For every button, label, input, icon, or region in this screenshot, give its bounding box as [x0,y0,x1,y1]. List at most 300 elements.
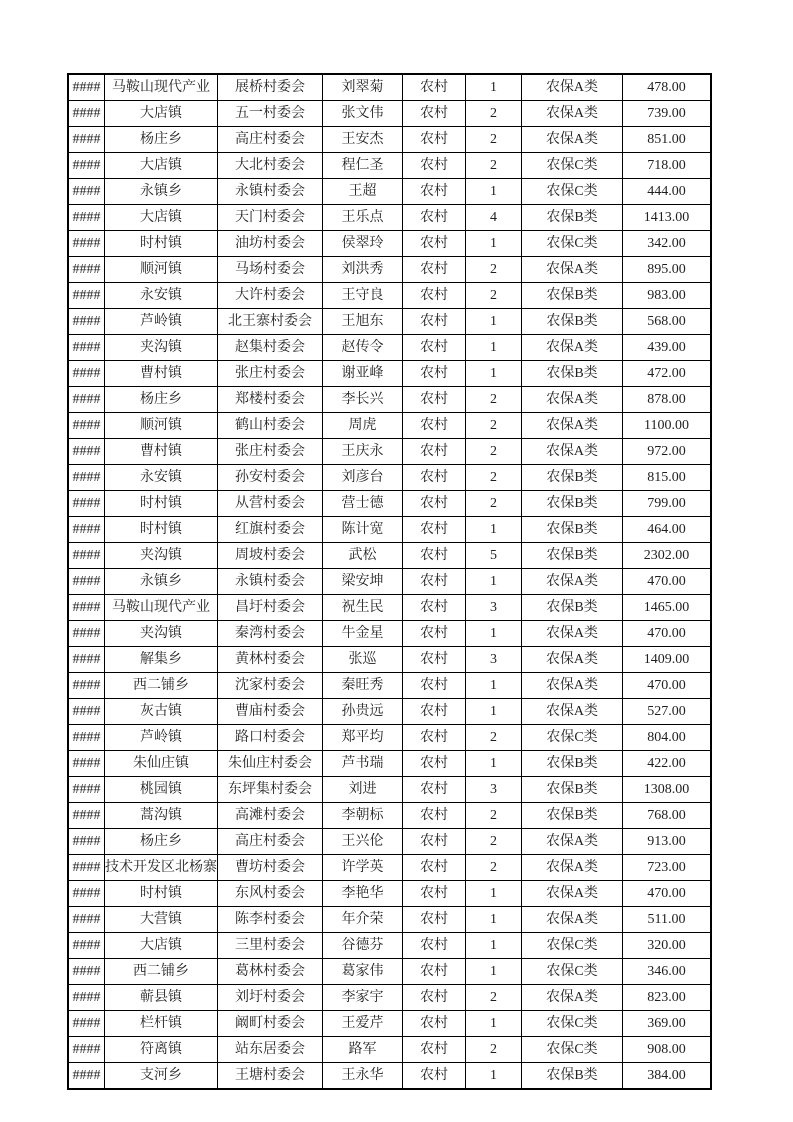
cell-village-committee[interactable]: 从营村委会 [218,491,323,517]
cell-insurance-category[interactable]: 农保A类 [522,413,623,439]
cell-count[interactable]: 1 [466,673,522,699]
cell-overflow-marker[interactable]: #### [68,153,105,179]
cell-locale-type[interactable]: 农村 [403,179,466,205]
cell-town[interactable]: 朱仙庄镇 [105,751,218,777]
cell-amount[interactable]: 422.00 [623,751,712,777]
cell-village-committee[interactable]: 马场村委会 [218,257,323,283]
cell-count[interactable]: 1 [466,881,522,907]
cell-town[interactable]: 杨庄乡 [105,829,218,855]
cell-overflow-marker[interactable]: #### [68,205,105,231]
cell-village-committee[interactable]: 东坪集村委会 [218,777,323,803]
cell-insurance-category[interactable]: 农保C类 [522,959,623,985]
cell-amount[interactable]: 2302.00 [623,543,712,569]
cell-person-name[interactable]: 孙贵远 [323,699,403,725]
cell-village-committee[interactable]: 永镇村委会 [218,179,323,205]
cell-village-committee[interactable]: 朱仙庄村委会 [218,751,323,777]
cell-person-name[interactable]: 王乐点 [323,205,403,231]
cell-insurance-category[interactable]: 农保B类 [522,309,623,335]
cell-village-committee[interactable]: 高滩村委会 [218,803,323,829]
cell-overflow-marker[interactable]: #### [68,829,105,855]
cell-village-committee[interactable]: 昌圩村委会 [218,595,323,621]
cell-overflow-marker[interactable]: #### [68,855,105,881]
cell-count[interactable]: 1 [466,1063,522,1090]
cell-locale-type[interactable]: 农村 [403,907,466,933]
cell-village-committee[interactable]: 高庄村委会 [218,127,323,153]
cell-count[interactable]: 1 [466,933,522,959]
cell-person-name[interactable]: 王安杰 [323,127,403,153]
cell-overflow-marker[interactable]: #### [68,257,105,283]
cell-locale-type[interactable]: 农村 [403,803,466,829]
cell-insurance-category[interactable]: 农保B类 [522,751,623,777]
cell-town[interactable]: 芦岭镇 [105,309,218,335]
cell-village-committee[interactable]: 陈李村委会 [218,907,323,933]
cell-person-name[interactable]: 张文伟 [323,101,403,127]
cell-count[interactable]: 2 [466,439,522,465]
cell-count[interactable]: 2 [466,465,522,491]
cell-overflow-marker[interactable]: #### [68,1011,105,1037]
cell-locale-type[interactable]: 农村 [403,855,466,881]
cell-insurance-category[interactable]: 农保B类 [522,1063,623,1090]
cell-person-name[interactable]: 谢亚峰 [323,361,403,387]
cell-locale-type[interactable]: 农村 [403,491,466,517]
cell-town[interactable]: 时村镇 [105,231,218,257]
cell-amount[interactable]: 913.00 [623,829,712,855]
cell-amount[interactable]: 470.00 [623,673,712,699]
cell-person-name[interactable]: 王兴伦 [323,829,403,855]
cell-locale-type[interactable]: 农村 [403,153,466,179]
cell-person-name[interactable]: 刘洪秀 [323,257,403,283]
cell-insurance-category[interactable]: 农保A类 [522,985,623,1011]
cell-locale-type[interactable]: 农村 [403,647,466,673]
cell-village-committee[interactable]: 刘圩村委会 [218,985,323,1011]
cell-amount[interactable]: 320.00 [623,933,712,959]
cell-insurance-category[interactable]: 农保A类 [522,74,623,101]
cell-locale-type[interactable]: 农村 [403,751,466,777]
cell-insurance-category[interactable]: 农保A类 [522,673,623,699]
cell-village-committee[interactable]: 秦湾村委会 [218,621,323,647]
cell-person-name[interactable]: 牛金星 [323,621,403,647]
cell-town[interactable]: 夹沟镇 [105,335,218,361]
cell-overflow-marker[interactable]: #### [68,621,105,647]
cell-locale-type[interactable]: 农村 [403,517,466,543]
cell-village-committee[interactable]: 阚町村委会 [218,1011,323,1037]
cell-amount[interactable]: 718.00 [623,153,712,179]
cell-amount[interactable]: 723.00 [623,855,712,881]
cell-village-committee[interactable]: 东风村委会 [218,881,323,907]
cell-person-name[interactable]: 营士德 [323,491,403,517]
cell-insurance-category[interactable]: 农保B类 [522,283,623,309]
cell-overflow-marker[interactable]: #### [68,1063,105,1090]
cell-amount[interactable]: 908.00 [623,1037,712,1063]
cell-insurance-category[interactable]: 农保B类 [522,517,623,543]
cell-amount[interactable]: 799.00 [623,491,712,517]
cell-insurance-category[interactable]: 农保A类 [522,829,623,855]
cell-town[interactable]: 西二铺乡 [105,673,218,699]
cell-locale-type[interactable]: 农村 [403,673,466,699]
cell-person-name[interactable]: 梁安坤 [323,569,403,595]
cell-locale-type[interactable]: 农村 [403,309,466,335]
cell-village-committee[interactable]: 红旗村委会 [218,517,323,543]
cell-insurance-category[interactable]: 农保A类 [522,699,623,725]
cell-village-committee[interactable]: 站东居委会 [218,1037,323,1063]
cell-town[interactable]: 大店镇 [105,933,218,959]
cell-amount[interactable]: 1409.00 [623,647,712,673]
cell-locale-type[interactable]: 农村 [403,777,466,803]
cell-overflow-marker[interactable]: #### [68,413,105,439]
cell-locale-type[interactable]: 农村 [403,465,466,491]
cell-overflow-marker[interactable]: #### [68,647,105,673]
cell-count[interactable]: 2 [466,1037,522,1063]
cell-insurance-category[interactable]: 农保B类 [522,205,623,231]
cell-amount[interactable]: 972.00 [623,439,712,465]
cell-town[interactable]: 永安镇 [105,283,218,309]
cell-village-committee[interactable]: 张庄村委会 [218,361,323,387]
cell-person-name[interactable]: 王守良 [323,283,403,309]
cell-amount[interactable]: 804.00 [623,725,712,751]
cell-town[interactable]: 西二铺乡 [105,959,218,985]
cell-count[interactable]: 5 [466,543,522,569]
cell-town[interactable]: 时村镇 [105,881,218,907]
cell-insurance-category[interactable]: 农保A类 [522,335,623,361]
cell-amount[interactable]: 815.00 [623,465,712,491]
cell-locale-type[interactable]: 农村 [403,283,466,309]
cell-town[interactable]: 时村镇 [105,491,218,517]
cell-count[interactable]: 1 [466,751,522,777]
cell-locale-type[interactable]: 农村 [403,257,466,283]
cell-town[interactable]: 永安镇 [105,465,218,491]
cell-amount[interactable]: 1100.00 [623,413,712,439]
cell-overflow-marker[interactable]: #### [68,803,105,829]
cell-count[interactable]: 3 [466,595,522,621]
cell-person-name[interactable]: 李朝标 [323,803,403,829]
cell-overflow-marker[interactable]: #### [68,907,105,933]
cell-insurance-category[interactable]: 农保A类 [522,439,623,465]
cell-locale-type[interactable]: 农村 [403,569,466,595]
cell-village-committee[interactable]: 三里村委会 [218,933,323,959]
cell-village-committee[interactable]: 沈家村委会 [218,673,323,699]
cell-locale-type[interactable]: 农村 [403,413,466,439]
cell-town[interactable]: 蕲县镇 [105,985,218,1011]
cell-person-name[interactable]: 郑平均 [323,725,403,751]
cell-village-committee[interactable]: 路口村委会 [218,725,323,751]
cell-overflow-marker[interactable]: #### [68,569,105,595]
cell-person-name[interactable]: 李家宇 [323,985,403,1011]
cell-locale-type[interactable]: 农村 [403,595,466,621]
cell-insurance-category[interactable]: 农保A类 [522,387,623,413]
cell-overflow-marker[interactable]: #### [68,881,105,907]
cell-count[interactable]: 2 [466,283,522,309]
cell-count[interactable]: 1 [466,621,522,647]
cell-insurance-category[interactable]: 农保A类 [522,257,623,283]
cell-town[interactable]: 永镇乡 [105,179,218,205]
cell-town[interactable]: 曹村镇 [105,361,218,387]
cell-village-committee[interactable]: 黄林村委会 [218,647,323,673]
cell-person-name[interactable]: 刘进 [323,777,403,803]
cell-insurance-category[interactable]: 农保C类 [522,1037,623,1063]
cell-count[interactable]: 1 [466,74,522,101]
cell-town[interactable]: 芦岭镇 [105,725,218,751]
cell-village-committee[interactable]: 大许村委会 [218,283,323,309]
cell-locale-type[interactable]: 农村 [403,101,466,127]
cell-overflow-marker[interactable]: #### [68,335,105,361]
cell-overflow-marker[interactable]: #### [68,101,105,127]
cell-town[interactable]: 大店镇 [105,101,218,127]
cell-amount[interactable]: 384.00 [623,1063,712,1090]
cell-village-committee[interactable]: 孙安村委会 [218,465,323,491]
cell-person-name[interactable]: 葛家伟 [323,959,403,985]
cell-overflow-marker[interactable]: #### [68,361,105,387]
cell-insurance-category[interactable]: 农保A类 [522,907,623,933]
cell-overflow-marker[interactable]: #### [68,179,105,205]
cell-amount[interactable]: 470.00 [623,621,712,647]
cell-count[interactable]: 1 [466,361,522,387]
cell-locale-type[interactable]: 农村 [403,127,466,153]
cell-count[interactable]: 1 [466,231,522,257]
cell-town[interactable]: 大店镇 [105,205,218,231]
cell-village-committee[interactable]: 曹坊村委会 [218,855,323,881]
cell-insurance-category[interactable]: 农保B类 [522,803,623,829]
cell-amount[interactable]: 895.00 [623,257,712,283]
cell-town[interactable]: 蒿沟镇 [105,803,218,829]
cell-amount[interactable]: 478.00 [623,74,712,101]
cell-town[interactable]: 大店镇 [105,153,218,179]
cell-amount[interactable]: 568.00 [623,309,712,335]
cell-count[interactable]: 2 [466,127,522,153]
cell-insurance-category[interactable]: 农保C类 [522,179,623,205]
cell-overflow-marker[interactable]: #### [68,595,105,621]
cell-count[interactable]: 2 [466,387,522,413]
cell-count[interactable]: 1 [466,335,522,361]
cell-amount[interactable]: 983.00 [623,283,712,309]
cell-count[interactable]: 1 [466,907,522,933]
cell-amount[interactable]: 464.00 [623,517,712,543]
cell-amount[interactable]: 346.00 [623,959,712,985]
cell-locale-type[interactable]: 农村 [403,985,466,1011]
cell-amount[interactable]: 768.00 [623,803,712,829]
cell-count[interactable]: 2 [466,803,522,829]
cell-town[interactable]: 顺河镇 [105,413,218,439]
cell-overflow-marker[interactable]: #### [68,231,105,257]
cell-locale-type[interactable]: 农村 [403,699,466,725]
cell-person-name[interactable]: 王爱芹 [323,1011,403,1037]
cell-town[interactable]: 顺河镇 [105,257,218,283]
cell-insurance-category[interactable]: 农保B类 [522,595,623,621]
cell-count[interactable]: 3 [466,777,522,803]
cell-village-committee[interactable]: 北王寨村委会 [218,309,323,335]
cell-locale-type[interactable]: 农村 [403,387,466,413]
cell-insurance-category[interactable]: 农保C类 [522,933,623,959]
cell-count[interactable]: 1 [466,569,522,595]
cell-amount[interactable]: 878.00 [623,387,712,413]
cell-town[interactable]: 桃园镇 [105,777,218,803]
cell-overflow-marker[interactable]: #### [68,673,105,699]
cell-locale-type[interactable]: 农村 [403,959,466,985]
cell-person-name[interactable]: 王庆永 [323,439,403,465]
cell-insurance-category[interactable]: 农保B类 [522,543,623,569]
cell-locale-type[interactable]: 农村 [403,335,466,361]
cell-locale-type[interactable]: 农村 [403,543,466,569]
cell-person-name[interactable]: 刘彦台 [323,465,403,491]
cell-locale-type[interactable]: 农村 [403,1011,466,1037]
cell-locale-type[interactable]: 农村 [403,621,466,647]
cell-town[interactable]: 栏杆镇 [105,1011,218,1037]
cell-amount[interactable]: 823.00 [623,985,712,1011]
cell-count[interactable]: 1 [466,179,522,205]
cell-locale-type[interactable]: 农村 [403,1063,466,1090]
cell-count[interactable]: 2 [466,725,522,751]
cell-insurance-category[interactable]: 农保A类 [522,569,623,595]
cell-insurance-category[interactable]: 农保A类 [522,855,623,881]
cell-overflow-marker[interactable]: #### [68,725,105,751]
cell-locale-type[interactable]: 农村 [403,231,466,257]
cell-person-name[interactable]: 周虎 [323,413,403,439]
cell-locale-type[interactable]: 农村 [403,881,466,907]
cell-person-name[interactable]: 李艳华 [323,881,403,907]
cell-insurance-category[interactable]: 农保B类 [522,361,623,387]
cell-count[interactable]: 4 [466,205,522,231]
cell-town[interactable]: 夹沟镇 [105,543,218,569]
cell-person-name[interactable]: 年介荣 [323,907,403,933]
cell-overflow-marker[interactable]: #### [68,543,105,569]
cell-person-name[interactable]: 路军 [323,1037,403,1063]
cell-overflow-marker[interactable]: #### [68,933,105,959]
cell-count[interactable]: 2 [466,153,522,179]
cell-amount[interactable]: 527.00 [623,699,712,725]
cell-amount[interactable]: 1465.00 [623,595,712,621]
cell-locale-type[interactable]: 农村 [403,725,466,751]
cell-person-name[interactable]: 陈计宽 [323,517,403,543]
cell-village-committee[interactable]: 曹庙村委会 [218,699,323,725]
cell-locale-type[interactable]: 农村 [403,439,466,465]
cell-person-name[interactable]: 张巡 [323,647,403,673]
cell-overflow-marker[interactable]: #### [68,1037,105,1063]
cell-person-name[interactable]: 谷德芬 [323,933,403,959]
cell-overflow-marker[interactable]: #### [68,699,105,725]
cell-insurance-category[interactable]: 农保B类 [522,777,623,803]
cell-locale-type[interactable]: 农村 [403,933,466,959]
cell-count[interactable]: 1 [466,959,522,985]
cell-village-committee[interactable]: 张庄村委会 [218,439,323,465]
cell-village-committee[interactable]: 鹤山村委会 [218,413,323,439]
cell-count[interactable]: 2 [466,257,522,283]
cell-locale-type[interactable]: 农村 [403,829,466,855]
cell-amount[interactable]: 470.00 [623,569,712,595]
cell-amount[interactable]: 1413.00 [623,205,712,231]
cell-village-committee[interactable]: 郑楼村委会 [218,387,323,413]
cell-village-committee[interactable]: 葛林村委会 [218,959,323,985]
cell-town[interactable]: 马鞍山现代产业 [105,595,218,621]
cell-count[interactable]: 2 [466,491,522,517]
cell-amount[interactable]: 1308.00 [623,777,712,803]
cell-insurance-category[interactable]: 农保A类 [522,127,623,153]
cell-person-name[interactable]: 程仁圣 [323,153,403,179]
cell-overflow-marker[interactable]: #### [68,491,105,517]
cell-village-committee[interactable]: 周坡村委会 [218,543,323,569]
cell-town[interactable]: 技术开发区北杨寨 [105,855,218,881]
cell-insurance-category[interactable]: 农保A类 [522,647,623,673]
cell-amount[interactable]: 470.00 [623,881,712,907]
cell-count[interactable]: 2 [466,413,522,439]
cell-town[interactable]: 永镇乡 [105,569,218,595]
cell-insurance-category[interactable]: 农保B类 [522,465,623,491]
cell-village-committee[interactable]: 油坊村委会 [218,231,323,257]
cell-town[interactable]: 杨庄乡 [105,127,218,153]
cell-locale-type[interactable]: 农村 [403,205,466,231]
cell-person-name[interactable]: 武松 [323,543,403,569]
cell-insurance-category[interactable]: 农保B类 [522,491,623,517]
cell-amount[interactable]: 511.00 [623,907,712,933]
cell-amount[interactable]: 851.00 [623,127,712,153]
cell-insurance-category[interactable]: 农保C类 [522,231,623,257]
cell-town[interactable]: 时村镇 [105,517,218,543]
cell-count[interactable]: 1 [466,309,522,335]
cell-town[interactable]: 夹沟镇 [105,621,218,647]
cell-village-committee[interactable]: 大北村委会 [218,153,323,179]
cell-person-name[interactable]: 王永华 [323,1063,403,1090]
cell-town[interactable]: 灰古镇 [105,699,218,725]
cell-locale-type[interactable]: 农村 [403,74,466,101]
cell-amount[interactable]: 369.00 [623,1011,712,1037]
cell-count[interactable]: 2 [466,101,522,127]
cell-count[interactable]: 3 [466,647,522,673]
cell-person-name[interactable]: 王旭东 [323,309,403,335]
cell-overflow-marker[interactable]: #### [68,465,105,491]
cell-count[interactable]: 1 [466,699,522,725]
cell-person-name[interactable]: 王超 [323,179,403,205]
cell-overflow-marker[interactable]: #### [68,127,105,153]
cell-amount[interactable]: 439.00 [623,335,712,361]
cell-insurance-category[interactable]: 农保C类 [522,153,623,179]
cell-village-committee[interactable]: 天门村委会 [218,205,323,231]
cell-overflow-marker[interactable]: #### [68,74,105,101]
cell-village-committee[interactable]: 高庄村委会 [218,829,323,855]
cell-amount[interactable]: 472.00 [623,361,712,387]
cell-insurance-category[interactable]: 农保A类 [522,101,623,127]
cell-overflow-marker[interactable]: #### [68,309,105,335]
cell-overflow-marker[interactable]: #### [68,517,105,543]
cell-town[interactable]: 解集乡 [105,647,218,673]
cell-person-name[interactable]: 祝生民 [323,595,403,621]
cell-overflow-marker[interactable]: #### [68,387,105,413]
cell-overflow-marker[interactable]: #### [68,777,105,803]
cell-overflow-marker[interactable]: #### [68,959,105,985]
cell-person-name[interactable]: 芦书瑞 [323,751,403,777]
cell-amount[interactable]: 739.00 [623,101,712,127]
cell-amount[interactable]: 342.00 [623,231,712,257]
cell-town[interactable]: 马鞍山现代产业 [105,74,218,101]
cell-town[interactable]: 支河乡 [105,1063,218,1090]
cell-person-name[interactable]: 侯翠玲 [323,231,403,257]
cell-overflow-marker[interactable]: #### [68,985,105,1011]
cell-overflow-marker[interactable]: #### [68,439,105,465]
cell-count[interactable]: 2 [466,855,522,881]
cell-village-committee[interactable]: 王塘村委会 [218,1063,323,1090]
cell-person-name[interactable]: 许学英 [323,855,403,881]
cell-amount[interactable]: 444.00 [623,179,712,205]
cell-count[interactable]: 2 [466,985,522,1011]
cell-insurance-category[interactable]: 农保C类 [522,1011,623,1037]
cell-town[interactable]: 杨庄乡 [105,387,218,413]
cell-town[interactable]: 曹村镇 [105,439,218,465]
cell-insurance-category[interactable]: 农保A类 [522,621,623,647]
cell-town[interactable]: 符离镇 [105,1037,218,1063]
cell-count[interactable]: 1 [466,1011,522,1037]
cell-village-committee[interactable]: 展桥村委会 [218,74,323,101]
cell-overflow-marker[interactable]: #### [68,283,105,309]
cell-count[interactable]: 2 [466,829,522,855]
cell-locale-type[interactable]: 农村 [403,361,466,387]
cell-person-name[interactable]: 秦旺秀 [323,673,403,699]
